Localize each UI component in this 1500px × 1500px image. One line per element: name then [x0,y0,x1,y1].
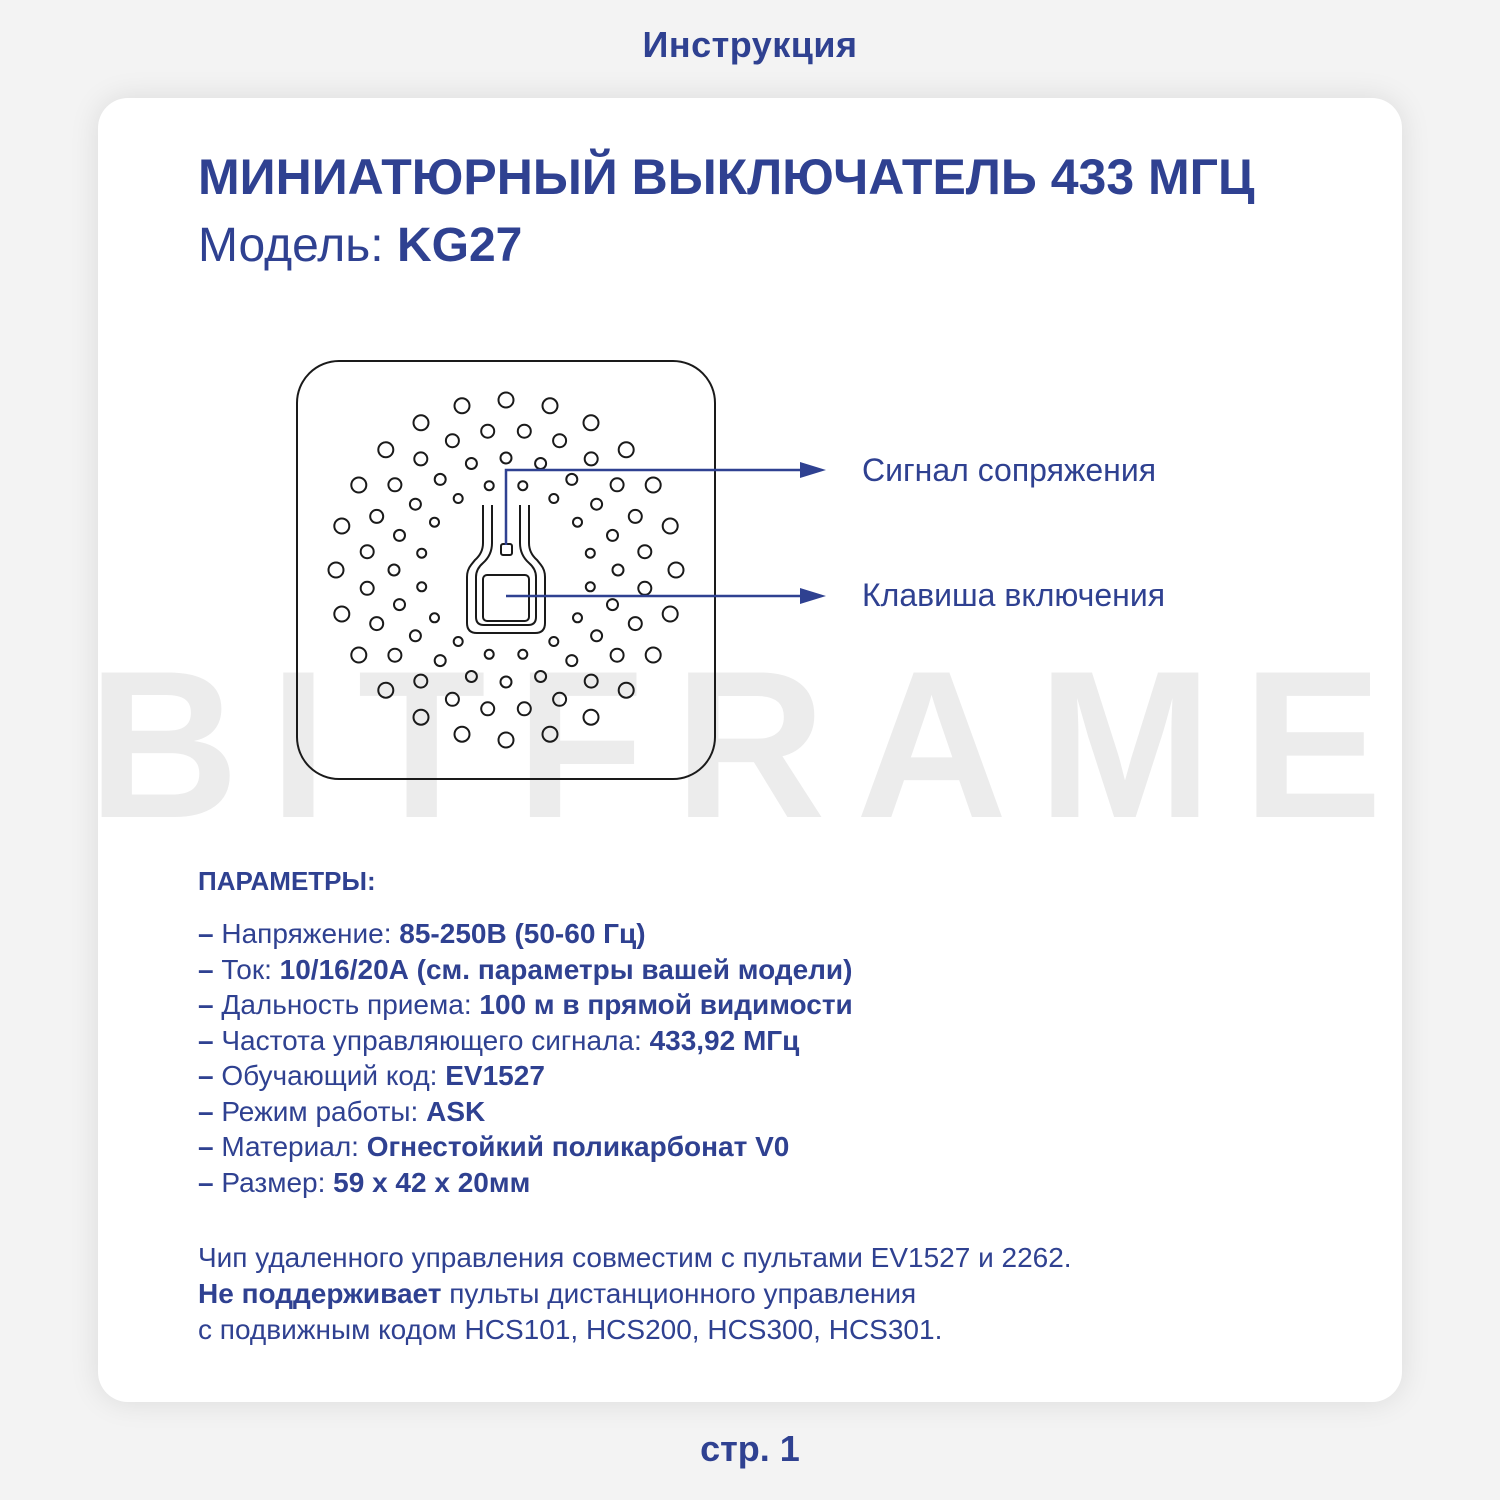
vent-hole [329,563,344,578]
product-title: МИНИАТЮРНЫЙ ВЫКЛЮЧАТЕЛЬ 433 МГЦ [198,149,1255,205]
callout-power-button: Клавиша включения [862,577,1166,613]
note-rest: пульты дистанционного управления [441,1278,917,1309]
param-dash: – [198,1166,214,1198]
vent-hole [454,494,463,503]
params-heading: ПАРАМЕТРЫ: [198,866,376,896]
vent-hole [619,442,634,457]
vent-hole [585,452,598,465]
vent-hole [361,545,374,558]
note-line-1: Чип удаленного управления совместим с пультами EV1527 и 2262. [198,1242,1072,1273]
vent-hole [591,630,602,641]
param-item [198,1165,853,1201]
param-dash: – [198,989,214,1020]
vent-hole [370,510,383,523]
pairing-arrow-line [506,470,800,545]
vent-hole [611,649,624,662]
vent-hole [535,458,546,469]
note-line-2 [198,1276,1072,1312]
param-item [198,1094,853,1130]
vent-hole [553,693,566,706]
compatibility-note [198,1240,1072,1348]
watermark: BITFRAME [87,627,1413,862]
param-value: EV1527 [445,1060,545,1091]
param-item [198,1129,853,1165]
param-item [198,916,853,952]
param-dash: – [198,1131,214,1162]
device-diagram [290,355,850,795]
vent-hole [455,398,470,413]
param-value: 59 х 42 х 20мм [333,1166,531,1198]
vent-hole [549,494,558,503]
vent-hole [334,519,349,534]
pairing-arrow-head [800,462,826,478]
vent-hole [663,607,678,622]
vent-hole [591,499,602,510]
vent-hole [414,415,429,430]
vent-hole [566,474,577,485]
param-dash: – [198,918,214,949]
param-label: Размер: [221,1166,334,1198]
vent-hole [584,710,599,725]
model-value: KG27 [396,219,523,272]
vent-hole [394,599,405,610]
vent-hole [455,727,470,742]
vent-hole [430,518,439,527]
vent-hole [607,530,618,541]
param-dash: – [198,953,214,985]
vent-hole [566,655,577,666]
param-value: Огнестойкий поликарбонат V0 [366,1131,790,1162]
param-item [198,1058,853,1094]
vent-hole [638,545,651,558]
power-button [483,575,529,621]
device-outline [297,361,715,779]
pairing-led [501,544,512,555]
vent-hole [389,565,400,576]
vent-hole [518,425,531,438]
vent-hole [361,582,374,595]
vent-hole [646,478,661,493]
vent-hole [435,474,446,485]
vent-hole [573,613,582,622]
vent-hole [518,481,527,490]
vent-hole [378,683,393,698]
param-dash: – [198,1060,214,1091]
param-item [198,952,853,988]
param-value: 100 м в прямой видимости [479,989,853,1020]
vent-hole [611,478,624,491]
vent-hole [638,582,651,595]
param-dash: – [198,1024,214,1056]
vent-hole [586,582,595,591]
param-dash: – [198,1095,214,1127]
vent-hole [607,599,618,610]
vent-hole [351,478,366,493]
param-label: Дальность приема: [221,989,480,1020]
vent-hole [535,671,546,682]
vent-hole [466,671,477,682]
vent-hole [410,499,421,510]
vent-hole [485,650,494,659]
model-label: Модель: [198,219,397,272]
vent-hole [446,434,459,447]
note-line-3: с подвижным кодом HCS101, HCS200, HCS300, HCS301. [198,1314,943,1345]
vent-hole [499,733,514,748]
vent-hole [414,710,429,725]
vent-hole [663,519,678,534]
vent-hole [454,637,463,646]
param-item [198,1023,853,1059]
vent-hole [378,442,393,457]
vent-hole [501,677,512,688]
vent-hole [417,549,426,558]
vent-hole [613,565,624,576]
param-value: 10/16/20А (см. параметры вашей модели) [279,953,853,985]
vent-hole [669,563,684,578]
vent-hole [543,727,558,742]
vent-hole [499,393,514,408]
vent-hole [414,675,427,688]
note-bold: Не поддерживает [198,1278,442,1309]
params-list [198,916,853,1200]
vent-hole [585,675,598,688]
vent-hole [573,518,582,527]
vent-hole [553,434,566,447]
param-value: 85-250В (50-60 Гц) [399,918,646,949]
vent-hole [388,649,401,662]
vent-hole [619,683,634,698]
vent-hole [388,478,401,491]
vent-hole [646,648,661,663]
vent-hole [334,607,349,622]
param-label: Режим работы: [221,1095,427,1127]
vent-hole [430,613,439,622]
vent-hole [543,398,558,413]
vent-hole [586,549,595,558]
page-header-title: Инструкция [642,24,858,65]
vent-hole [370,617,383,630]
vent-hole [485,481,494,490]
vent-hole [549,637,558,646]
vent-hole [584,415,599,430]
model-line [198,218,522,273]
vent-hole [629,617,642,630]
vent-hole [414,452,427,465]
vent-hole [481,702,494,715]
vent-hole [629,510,642,523]
vent-hole [518,650,527,659]
vent-hole [417,582,426,591]
param-label: Материал: [221,1131,367,1162]
vent-hole [410,630,421,641]
vent-hole [518,702,531,715]
vent-hole [394,530,405,541]
param-label: Обучающий код: [221,1060,446,1091]
vent-hole [351,648,366,663]
param-item [198,987,853,1023]
vent-hole [435,655,446,666]
page-number: стр. 1 [700,1428,800,1469]
param-label: Частота управляющего сигнала: [221,1024,650,1056]
vent-hole [501,453,512,464]
button-arrow-head [800,588,826,604]
vent-hole [446,693,459,706]
param-value: 433,92 МГц [649,1024,800,1056]
param-value: ASK [426,1095,486,1127]
vent-holes [329,393,684,748]
param-label: Ток: [221,953,280,985]
callout-pairing-signal: Сигнал сопряжения [862,452,1157,488]
vent-hole [481,425,494,438]
vent-hole [466,458,477,469]
param-label: Напряжение: [221,918,400,949]
